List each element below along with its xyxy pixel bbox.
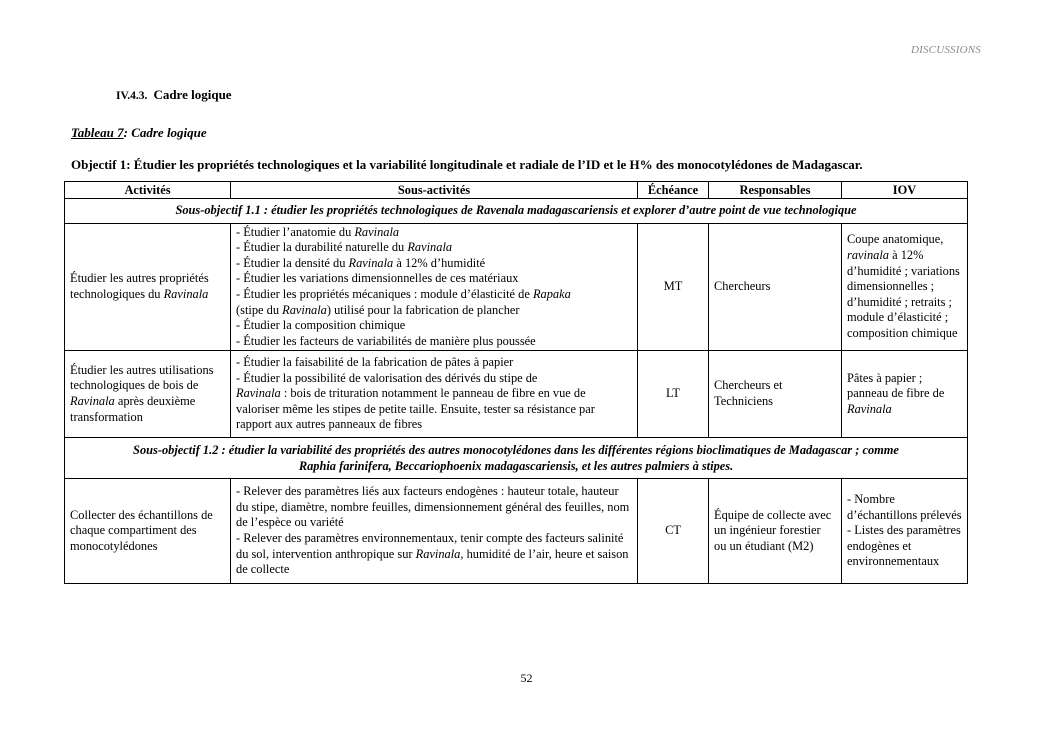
iov-line: - Listes des paramètres endogènes et environnementaux: [847, 523, 961, 569]
responsables-cell: Équipe de collecte avec un ingénieur forestier ou un étudiant (M2): [709, 479, 842, 584]
sub-activity-line: - Étudier la possibilité de valorisation des dérivés du stipe de: [236, 370, 538, 385]
activity-cell: [65, 224, 231, 351]
section-title: Cadre logique: [153, 87, 232, 102]
table-header-row: [65, 182, 968, 199]
table-row: [65, 224, 968, 351]
sub-activity-line: - Étudier la densité du Ravinala à 12% d’humidité: [236, 255, 486, 270]
section-number: IV.4.3.: [116, 90, 148, 102]
subobjective-2-line: Raphia farinifera, Beccariophoenix madagascariensis, et les autres palmiers à stipes.: [298, 459, 734, 473]
sub-activities-cell: [231, 224, 638, 351]
iov-line: - Nombre d’échantillons prélevés: [847, 492, 962, 522]
logical-framework-table: [64, 181, 968, 584]
sub-activity-text: - Relever des paramètres liés aux facteurs endogènes : hauteur totale, hauteur du stipe, diamètre, nombre feuilles, dimensionnement général des feuilles, nom de l’espèce ou variété: [236, 484, 630, 530]
iov-cell: Pâtes à papier ; panneau de fibre de Ravinala: [842, 351, 968, 438]
activity-cell: Collecter des échantillons de chaque compartiment des monocotylédones: [65, 479, 231, 584]
sub-activity-line: - Étudier les facteurs de variabilités de manière plus poussée: [236, 333, 536, 348]
activity-cell: Étudier les autres utilisations technologiques de bois de Ravinala après deuxième transformation: [65, 351, 231, 438]
subobjective-2: [65, 438, 968, 479]
header-responsables: Responsables: [709, 182, 842, 199]
iov-cell: Coupe anatomique, ravinala à 12% d’humidité ; variations dimensionnelles ; d’humidité ; retraits ; module d’élasticité ; composition chimique: [842, 224, 968, 351]
page-number: 52: [520, 671, 533, 685]
table-row: [65, 479, 968, 584]
running-head: DISCUSSIONS: [910, 44, 981, 56]
table-row: [65, 351, 968, 438]
sub-activity-text: Ravinala : bois de trituration notamment le panneau de fibre en vue de valoriser même les stipes de petite taille. Ensuite, tester sa résistance par rapport aux autres panneaux de fibres: [236, 386, 595, 432]
subobjective-row: [65, 438, 968, 479]
table-caption-text: : Cadre logique: [123, 125, 207, 140]
section-heading: [116, 87, 232, 103]
iov-cell: [842, 479, 968, 584]
sub-activity-line: - Étudier les variations dimensionnelles de ces matériaux: [236, 271, 519, 286]
sub-activity-line: - Étudier la faisabilité de la fabrication de pâtes à papier: [236, 355, 514, 370]
objective-heading: Objectif 1: Étudier les propriétés technologiques et la variabilité longitudinale et radiale de l’ID et le H% des monocotylédones de Madagascar.: [71, 157, 863, 172]
sub-activity-line: - Étudier la durabilité naturelle du Ravinala: [236, 240, 453, 255]
header-echeance: Échéance: [638, 182, 709, 199]
header-sous-activites: Sous-activités: [231, 182, 638, 199]
sub-activity-line: (stipe du Ravinala) utilisé pour la fabrication de plancher: [236, 302, 520, 317]
table-caption-label: Tableau 7: [71, 125, 124, 140]
sub-activities-cell: [231, 351, 638, 438]
sub-activity-line: - Étudier les propriétés mécaniques : module d’élasticité de Rapaka: [236, 287, 571, 301]
sub-activities-cell: [231, 479, 638, 584]
sub-activity-line: - Étudier l’anatomie du Ravinala: [236, 224, 400, 239]
sub-activity-text: - Relever des paramètres environnementaux, tenir compte des facteurs salinité du sol, intervention anthropique sur Ravinala, humidité de l’air, heure et saison de collecte: [236, 531, 629, 577]
activity-species: Ravinala: [163, 287, 209, 301]
subobjective-1: Sous-objectif 1.1 : étudier les propriétés technologiques de Ravenala madagascariensis et explorer d’autre point de vue technologique: [65, 199, 968, 224]
subobjective-row: [65, 199, 968, 224]
subobjective-2-line: Sous-objectif 1.2 : étudier la variabilité des propriétés des autres monocotylédones dans les différentes régions bioclimatiques de Madagascar ; comme: [133, 443, 899, 457]
header-iov: IOV: [842, 182, 968, 199]
table-caption: [71, 125, 207, 141]
echeance-cell: MT: [638, 224, 709, 351]
responsables-cell: Chercheurs et Techniciens: [709, 351, 842, 438]
header-activites: Activités: [65, 182, 231, 199]
activity-text: Étudier les autres propriétés technologiques du: [70, 271, 209, 301]
echeance-cell: LT: [638, 351, 709, 438]
echeance-cell: CT: [638, 479, 709, 584]
responsables-cell: Chercheurs: [709, 224, 842, 351]
sub-activity-line: - Étudier la composition chimique: [236, 318, 406, 333]
